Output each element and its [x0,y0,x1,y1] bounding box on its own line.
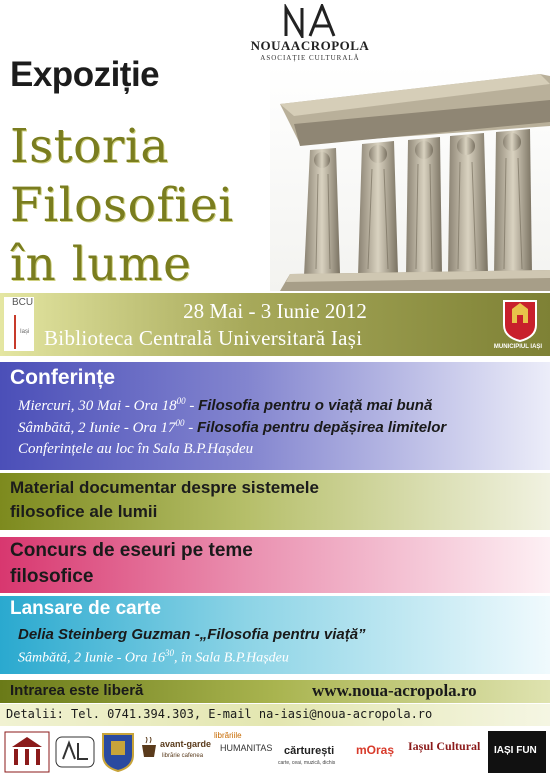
iasi-crest-icon [500,297,540,343]
contact-details-band [0,704,550,726]
coffee-cup-icon [140,737,160,759]
material-line-1: Material documentar despre sistemele [10,478,319,497]
event-dates: 28 Mai - 3 Iunie 2012 [183,299,367,323]
title-line-2: Filosofiei [10,178,234,233]
partner-logo-humanitas [210,731,274,773]
bcu-logo-label: BCU [12,297,34,308]
conference-1-dash: - [185,398,199,414]
conference-1-minutes: 00 [176,396,186,406]
partner-logo-carturesti [276,731,350,773]
book-launch-title: Delia Steinberg Guzman -„Filosofia pentru viață” [18,626,366,643]
exhibition-label: Expoziție [10,55,160,94]
conferences-heading: Conferințe [10,366,115,389]
avant-garde-tagline: librărie cafenea [162,753,204,759]
iasul-cultural-name: Iașul Cultural [408,739,481,753]
book-launch-section [0,596,550,674]
acropola-mark-icon [282,4,338,38]
conference-1 [18,396,432,415]
event-venue: Biblioteca Centrală Universitară Iași [44,326,363,350]
partner-logo-monogram [54,731,96,773]
material-line-2: filosofice ale lumii [10,502,158,521]
title-line-1: Istoria [10,119,169,174]
iasi-fun-name: IAȘI FUN [494,745,537,756]
logo-name: NOUAACROPOLA [250,38,370,53]
partner-logo-moras [354,731,400,773]
contest-section [0,537,550,593]
conference-1-title: Filosofia pentru o viață mai bună [198,397,433,414]
free-entry-band [0,680,550,703]
bcu-logo-city: Iași [20,329,30,335]
book-launch-heading: Lansare de carte [10,598,162,619]
moras-name: mOraș [356,743,395,757]
carturesti-tagline: carte, ceai, muzică, dichis [278,760,336,766]
conference-2 [18,418,446,437]
partner-logo-iasi-fun [488,731,546,773]
partner-logo-iasul-cultural [404,731,484,773]
website-link[interactable]: www.noua-acropola.ro [312,681,477,700]
humanitas-name: HUMANITAS [220,743,273,753]
conference-1-time: Miercuri, 30 Mai - Ora 18 [18,398,177,414]
conference-2-minutes: 00 [175,418,185,428]
conferences-note: Conferințele au loc în Sala B.P.Hașdeu [18,441,254,457]
partner-logo-coat-of-arms [100,731,136,773]
date-venue-band [0,293,550,356]
contest-line-1: Concurs de eseuri pe teme [10,540,253,561]
logo-subtitle: ASOCIAȚIE CULTURALĂ [260,54,360,62]
conference-2-dash: - [184,420,197,436]
caryatids-temple-photo [270,64,550,291]
crest-label: MUNICIPIUL IAȘI [493,344,543,350]
partner-logos [0,728,550,778]
conference-2-title: Filosofia pentru depășirea limitelor [197,419,447,436]
conference-2-time: Sâmbătă, 2 Iunie - Ora 17 [18,420,176,436]
book-launch-time: Sâmbătă, 2 Iunie - Ora 16 [18,650,165,666]
partner-logo-avant-garde [140,731,212,773]
book-launch-minutes: 30 [165,648,174,658]
contact-details: Detalii: Tel. 0741.394.303, E-mail na-iasi@noua-acropola.ro [6,707,433,721]
contest-line-2: filosofice [10,566,94,587]
free-entry-text: Intrarea este liberă [10,682,144,699]
noua-acropola-logo [250,2,370,64]
carturesti-name: cărturești [284,745,335,757]
avant-garde-name: avant-garde [160,739,212,749]
conferences-section [0,362,550,470]
book-launch-when [18,648,289,667]
title-line-3: în lume [10,237,192,292]
partner-logo-culture-house [4,731,50,773]
humanitas-prefix: librăriile [214,731,242,740]
material-section [0,473,550,530]
book-launch-place: , în Sala B.P.Hașdeu [174,650,289,666]
